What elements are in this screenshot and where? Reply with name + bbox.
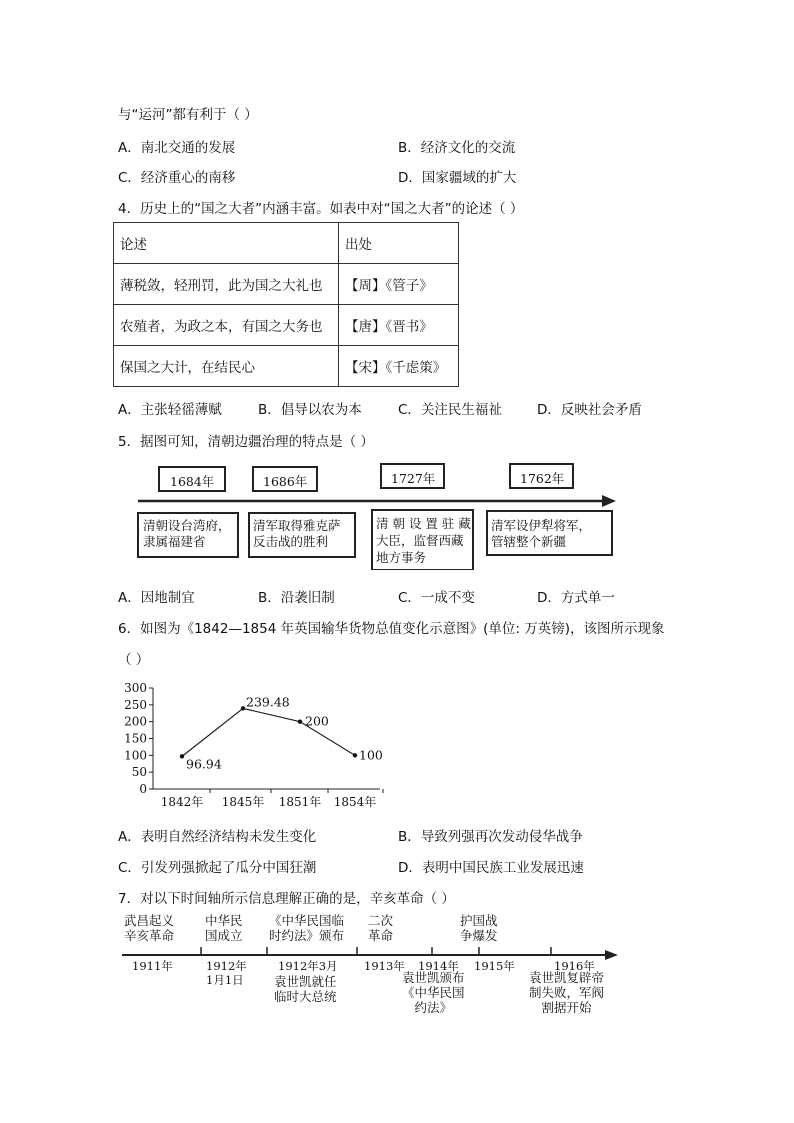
q5-option-b[interactable]: B．沿袭旧制 xyxy=(258,590,335,606)
q5-year-1727: 1727年 xyxy=(391,471,436,486)
y-tick-label: 200 xyxy=(124,714,147,729)
q7-tick-1915: 1915年 xyxy=(474,959,515,973)
q5-option-c[interactable]: C．一成不变 xyxy=(398,590,475,606)
q4-option-b[interactable]: B．倡导以农为本 xyxy=(258,402,362,418)
q6-option-a[interactable]: A．表明自然经济结构未发生变化 xyxy=(118,829,317,845)
label-line: 武昌起义 xyxy=(124,913,175,928)
q7-tick-1912-3: 1912年3月 xyxy=(278,959,338,973)
label-line: 《中华民国临 xyxy=(269,913,345,928)
tick-label: 1912年 xyxy=(206,959,247,973)
table-header-row xyxy=(114,223,459,264)
q7-above-1912 xyxy=(205,913,243,943)
event-line: 大臣，监督西藏 xyxy=(376,533,464,548)
q3-option-c[interactable]: C．经济重心的南移 xyxy=(118,170,236,186)
q7-stem: 7．对以下时间轴所示信息理解正确的是，辛亥革命（ ） xyxy=(118,891,455,907)
data-point xyxy=(298,719,302,723)
data-label: 200 xyxy=(305,713,329,729)
q7-tick-1912 xyxy=(206,959,247,987)
q6-option-d[interactable]: D．表明中国民族工业发展迅速 xyxy=(398,860,584,876)
q6-option-b[interactable]: B．导致列强再次发动侵华战争 xyxy=(398,829,583,845)
table-header-cell: 论述 xyxy=(114,223,339,264)
x-tick-label: 1845年 xyxy=(221,795,265,809)
table-cell: 【宋】《千虑策》 xyxy=(339,346,459,387)
event-line: 隶属福建省 xyxy=(143,534,206,549)
y-tick-label: 300 xyxy=(124,681,147,695)
q5-year-1686: 1686年 xyxy=(263,474,308,489)
label-line: 《中华民国 xyxy=(402,985,465,1000)
label-line: 时约法》颁布 xyxy=(269,928,345,943)
timeline-arrow xyxy=(602,495,616,507)
data-point xyxy=(241,706,245,710)
y-tick-label: 150 xyxy=(124,731,147,746)
event-line: 清军设伊犁将军， xyxy=(491,518,592,533)
q4-table xyxy=(113,222,459,387)
event-line: 清军取得雅克萨 xyxy=(253,518,341,533)
table-cell: 保国之大计，在结民心 xyxy=(114,346,339,387)
label-line: 革命 xyxy=(368,928,394,943)
data-label: 239.48 xyxy=(246,694,290,710)
y-tick-label: 50 xyxy=(131,765,147,780)
q4-option-a[interactable]: A．主张轻徭薄赋 xyxy=(118,402,222,418)
table-row xyxy=(114,305,459,346)
event-line: 清 朝 设 置 驻 藏 xyxy=(376,516,471,531)
x-tick-label: 1851年 xyxy=(278,795,322,809)
q6-stem-cont: （ ） xyxy=(118,652,150,668)
q7-tick-1911: 1911年 xyxy=(132,959,173,973)
y-tick-label: 0 xyxy=(139,782,147,796)
label-line: 制失败，军阀 xyxy=(529,985,605,1000)
table-header-cell: 出处 xyxy=(339,223,459,264)
q7-above-1912-3 xyxy=(269,913,344,943)
data-label: 100 xyxy=(359,747,383,763)
event-line: 管辖整个新疆 xyxy=(491,534,567,549)
event-line: 地方事务 xyxy=(376,550,427,565)
q7-above-1915 xyxy=(460,913,498,943)
label-line: 护国战 xyxy=(460,913,498,928)
q5-year-1762: 1762年 xyxy=(520,471,565,486)
q7-below-1912-3 xyxy=(274,974,337,1004)
q6-stem: 6．如图为《1842—1854 年英国输华货物总值变化示意图》(单位: 万英镑)，该图所示现象 xyxy=(118,621,665,637)
label-line: 袁世凯就任 xyxy=(274,974,337,989)
table-cell: 农殖者，为政之本，有国之大务也 xyxy=(114,305,339,346)
label-line: 国成立 xyxy=(205,928,243,943)
q3-option-a[interactable]: A．南北交通的发展 xyxy=(118,140,236,156)
label-line: 临时大总统 xyxy=(274,989,337,1004)
event-line: 清朝设台湾府， xyxy=(143,518,231,533)
q5-event-1727 xyxy=(376,515,471,566)
q5-event-1686 xyxy=(253,518,341,550)
q7-tick-1913: 1913年 xyxy=(364,959,405,973)
q6-line-chart xyxy=(110,675,400,815)
q4-stem: 4．历史上的“国之大者”内涵丰富。如表中对“国之大者”的论述（ ） xyxy=(118,201,524,217)
label-line: 中华民 xyxy=(205,913,243,928)
table-cell: 【唐】《晋书》 xyxy=(339,305,459,346)
x-tick-label: 1854年 xyxy=(333,795,377,809)
label-line: 辛亥革命 xyxy=(124,928,175,943)
q7-above-1913 xyxy=(368,913,393,943)
q7-tick-1914: 1914年 xyxy=(418,959,459,973)
q3-option-d[interactable]: D．国家疆域的扩大 xyxy=(398,170,517,186)
data-point xyxy=(180,754,184,758)
event-line: 反击战的胜利 xyxy=(253,534,329,549)
q6-option-c[interactable]: C．引发列强掀起了瓜分中国狂潮 xyxy=(118,860,317,876)
table-row xyxy=(114,346,459,387)
q5-year-1684: 1684年 xyxy=(170,474,215,489)
q7-tick-1916: 1916年 xyxy=(554,959,595,973)
q5-option-d[interactable]: D．方式单一 xyxy=(537,590,615,606)
label-line: 约法》 xyxy=(414,1000,453,1015)
timeline-arrow xyxy=(605,950,618,960)
label-line: 二次 xyxy=(368,913,394,928)
label-line: 割据开始 xyxy=(541,1000,592,1015)
q7-above-1911 xyxy=(124,913,174,943)
table-cell: 薄税敛，轻刑罚，此为国之大礼也 xyxy=(114,264,339,305)
table-cell: 【周】《管子》 xyxy=(339,264,459,305)
data-label: 96.94 xyxy=(186,756,222,772)
table-row xyxy=(114,264,459,305)
q5-stem: 5．据图可知，清朝边疆治理的特点是（ ） xyxy=(118,434,374,450)
q3-stem: 与“运河”都有利于（ ） xyxy=(118,107,258,123)
data-point xyxy=(353,753,357,757)
q4-option-d[interactable]: D．反映社会矛盾 xyxy=(537,402,642,418)
x-tick-label: 1842年 xyxy=(160,795,204,809)
q5-event-1762 xyxy=(491,518,591,550)
y-tick-label: 100 xyxy=(124,748,147,763)
q7-below-1914 xyxy=(402,970,465,1015)
q5-event-1684 xyxy=(143,518,231,550)
q3-option-b[interactable]: B．经济文化的交流 xyxy=(398,140,516,156)
label-line: 袁世凯复辟帝 xyxy=(529,970,605,985)
label-line: 袁世凯颁布 xyxy=(402,970,465,985)
tick-sub-label: 1月1日 xyxy=(206,973,244,987)
q4-option-c[interactable]: C．关注民生福祉 xyxy=(398,402,502,418)
q7-below-1916 xyxy=(529,970,604,1015)
q5-option-a[interactable]: A．因地制宜 xyxy=(118,590,195,606)
label-line: 争爆发 xyxy=(460,928,498,943)
y-tick-label: 250 xyxy=(124,697,147,712)
series-line xyxy=(182,708,355,756)
